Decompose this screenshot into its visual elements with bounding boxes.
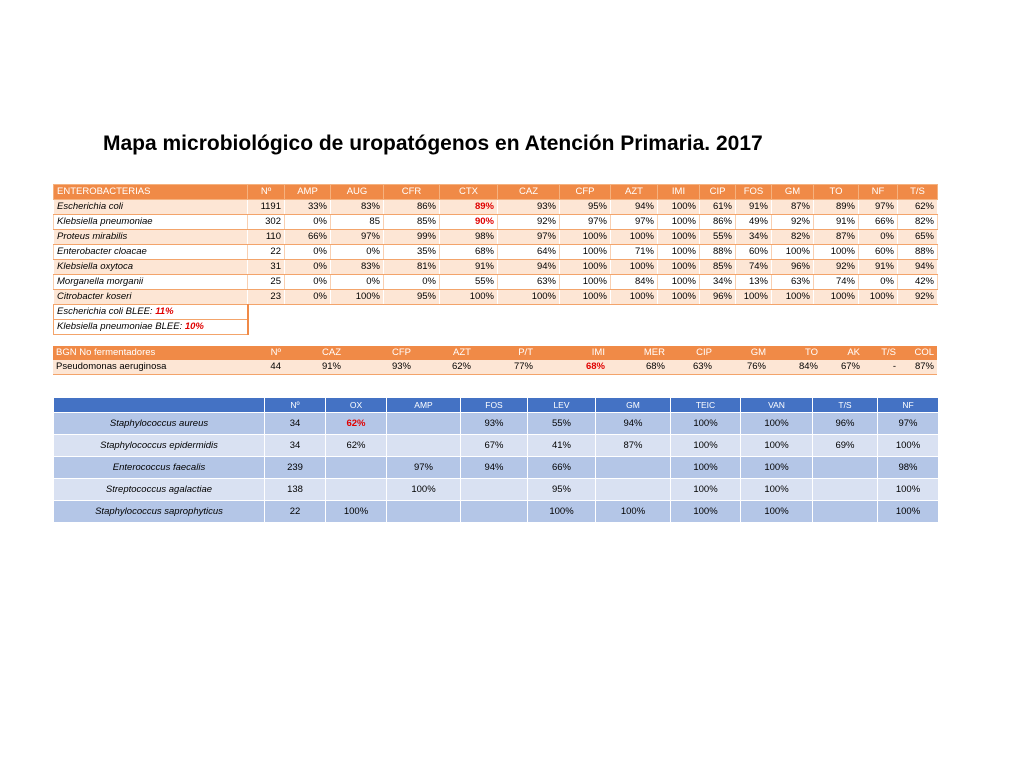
table-cell: 1191: [248, 200, 285, 215]
table-cell: 66%: [528, 457, 596, 479]
table-cell: 85%: [700, 260, 736, 275]
table-cell: 93%: [344, 360, 414, 375]
header-cell: ENTEROBACTERIAS: [54, 185, 248, 200]
table-cell: 55%: [700, 230, 736, 245]
table-cell: 0%: [331, 245, 384, 260]
table-cell: 92%: [898, 290, 938, 305]
table-cell: 0%: [331, 275, 384, 290]
table-cell: 90%: [440, 215, 498, 230]
table-cell: 93%: [461, 413, 528, 435]
table-cell: 96%: [700, 290, 736, 305]
table-cell: 97%: [878, 413, 939, 435]
table-cell: 100%: [658, 275, 700, 290]
table-cell: 100%: [772, 245, 814, 260]
header-cell: T/S: [898, 185, 938, 200]
table-cell: 22: [248, 245, 285, 260]
header-cell: Nº: [265, 398, 326, 413]
table-cell: 60%: [736, 245, 772, 260]
table-cell: 44: [247, 360, 284, 375]
table-cell: 0%: [285, 275, 331, 290]
table-cell: 74%: [736, 260, 772, 275]
table-cell: 84%: [611, 275, 658, 290]
table-cell: 100%: [671, 479, 741, 501]
organism-name: Staphylococcus aureus: [54, 413, 265, 435]
header-cell: IMI: [658, 185, 700, 200]
header-cell: LEV: [528, 398, 596, 413]
table-cell: 63%: [498, 275, 560, 290]
organism-name: Morganella morganii: [54, 275, 248, 290]
organism-name: Pseudomonas aeruginosa: [53, 360, 247, 375]
table-row: [54, 435, 939, 457]
table-cell: [387, 501, 461, 523]
header-cell: GM: [772, 185, 814, 200]
table-cell: 239: [265, 457, 326, 479]
table-cell: 34%: [736, 230, 772, 245]
header-cell: TEIC: [671, 398, 741, 413]
table-cell: 100%: [560, 275, 611, 290]
table-cell: 100%: [878, 479, 939, 501]
table-cell: 89%: [440, 200, 498, 215]
table-cell: 94%: [498, 260, 560, 275]
table-cell: 62%: [326, 435, 387, 457]
header-cell: AK: [821, 346, 863, 360]
table-cell: 110: [248, 230, 285, 245]
header-cell: T/S: [863, 346, 899, 360]
table-cell: 63%: [668, 360, 715, 375]
table-cell: 100%: [440, 290, 498, 305]
table-cell: 67%: [821, 360, 863, 375]
blee-row: [54, 320, 938, 335]
table-cell: 0%: [285, 260, 331, 275]
table-header-row: [54, 398, 939, 413]
header-cell: [54, 398, 265, 413]
table-cell: 100%: [611, 290, 658, 305]
table-cell: 100%: [671, 435, 741, 457]
table-cell: 65%: [898, 230, 938, 245]
table-cell: 92%: [814, 260, 859, 275]
table-cell: 100%: [658, 260, 700, 275]
table-cell: 82%: [898, 215, 938, 230]
table-cell: 138: [265, 479, 326, 501]
table-cell: 62%: [414, 360, 474, 375]
header-cell: MER: [608, 346, 668, 360]
table-cell: 55%: [440, 275, 498, 290]
header-cell: COL: [899, 346, 937, 360]
page-title: Mapa microbiológico de uropatógenos en Atención Primaria. 2017: [103, 132, 763, 155]
table-cell: 100%: [658, 200, 700, 215]
table-cell: 0%: [285, 215, 331, 230]
header-cell: CAZ: [498, 185, 560, 200]
blee-cell: Escherichia coli BLEE: 11%: [54, 305, 248, 320]
header-cell: P/T: [474, 346, 536, 360]
table-row: [54, 290, 938, 305]
table-cell: 92%: [772, 215, 814, 230]
table-cell: 89%: [814, 200, 859, 215]
table-cell: 23: [248, 290, 285, 305]
table-cell: 100%: [560, 260, 611, 275]
table-cell: [387, 413, 461, 435]
table-cell: 76%: [715, 360, 769, 375]
header-cell: AMP: [387, 398, 461, 413]
table-cell: 100%: [560, 230, 611, 245]
header-cell: GM: [715, 346, 769, 360]
table-cell: 63%: [772, 275, 814, 290]
header-cell: AUG: [331, 185, 384, 200]
table-row: [53, 360, 937, 375]
table-cell: 100%: [736, 290, 772, 305]
table-cell: 93%: [498, 200, 560, 215]
header-cell: CIP: [668, 346, 715, 360]
table-cell: 87%: [772, 200, 814, 215]
header-cell: TO: [814, 185, 859, 200]
header-cell: Nº: [248, 185, 285, 200]
table-cell: 82%: [772, 230, 814, 245]
table-row: [54, 501, 939, 523]
table-cell: 100%: [331, 290, 384, 305]
table-cell: 91%: [859, 260, 898, 275]
table-cell: 98%: [440, 230, 498, 245]
header-cell: AMP: [285, 185, 331, 200]
table-cell: 91%: [736, 200, 772, 215]
organism-name: Klebsiella pneumoniae: [54, 215, 248, 230]
table-cell: 61%: [700, 200, 736, 215]
table-cell: 100%: [772, 290, 814, 305]
table-cell: 0%: [384, 275, 440, 290]
table-cell: 100%: [560, 245, 611, 260]
table-cell: 68%: [440, 245, 498, 260]
table-row: [54, 245, 938, 260]
table-cell: 88%: [898, 245, 938, 260]
table-cell: 100%: [741, 413, 813, 435]
table-cell: 100%: [560, 290, 611, 305]
table-cell: 100%: [741, 479, 813, 501]
table-cell: 96%: [772, 260, 814, 275]
organism-name: Staphylococcus saprophyticus: [54, 501, 265, 523]
table-cell: 22: [265, 501, 326, 523]
organism-name: Enterococcus faecalis: [54, 457, 265, 479]
table-cell: 0%: [859, 275, 898, 290]
header-cell: CIP: [700, 185, 736, 200]
table-cell: 69%: [813, 435, 878, 457]
header-cell: AZT: [611, 185, 658, 200]
table-cell: 84%: [769, 360, 821, 375]
table-row: [54, 457, 939, 479]
table-cell: 100%: [611, 230, 658, 245]
table-row: [54, 200, 938, 215]
table-header-row: [54, 185, 938, 200]
table-cell: 49%: [736, 215, 772, 230]
nonfermenters-table: [53, 346, 937, 375]
table-cell: 92%: [498, 215, 560, 230]
header-cell: BGN No fermentadores: [53, 346, 247, 360]
table-cell: 0%: [285, 290, 331, 305]
table-cell: [813, 479, 878, 501]
table-cell: 98%: [878, 457, 939, 479]
table-cell: 100%: [741, 435, 813, 457]
table-cell: 81%: [384, 260, 440, 275]
table-cell: 97%: [560, 215, 611, 230]
table-cell: 100%: [658, 245, 700, 260]
table-cell: 100%: [671, 413, 741, 435]
table-cell: [326, 479, 387, 501]
header-cell: GM: [596, 398, 671, 413]
table-cell: 94%: [596, 413, 671, 435]
table-cell: 100%: [611, 260, 658, 275]
table-cell: 64%: [498, 245, 560, 260]
table-cell: 0%: [859, 230, 898, 245]
table-cell: 100%: [671, 501, 741, 523]
table-cell: 99%: [384, 230, 440, 245]
table-cell: 86%: [700, 215, 736, 230]
header-cell: CFP: [560, 185, 611, 200]
blee-cell: Klebsiella pneumoniae BLEE: 10%: [54, 320, 248, 335]
table-cell: 100%: [878, 435, 939, 457]
header-cell: NF: [859, 185, 898, 200]
table-cell: 25: [248, 275, 285, 290]
table-row: [54, 275, 938, 290]
organism-name: Escherichia coli: [54, 200, 248, 215]
table-cell: 60%: [859, 245, 898, 260]
organism-name: Citrobacter koseri: [54, 290, 248, 305]
table-cell: 83%: [331, 260, 384, 275]
table-cell: 91%: [284, 360, 344, 375]
table-cell: 91%: [440, 260, 498, 275]
table-cell: 97%: [387, 457, 461, 479]
table-cell: 100%: [741, 457, 813, 479]
table-cell: 100%: [814, 290, 859, 305]
table-cell: 66%: [285, 230, 331, 245]
blee-value: 10%: [184, 321, 204, 332]
header-cell: CFR: [384, 185, 440, 200]
header-cell: TO: [769, 346, 821, 360]
table-cell: 86%: [384, 200, 440, 215]
table-cell: 0%: [285, 245, 331, 260]
header-cell: CTX: [440, 185, 498, 200]
table-cell: 95%: [528, 479, 596, 501]
table-cell: [461, 479, 528, 501]
organism-name: Streptococcus agalactiae: [54, 479, 265, 501]
table-row: [54, 230, 938, 245]
table-cell: 41%: [528, 435, 596, 457]
table-cell: 100%: [814, 245, 859, 260]
organism-name: Klebsiella oxytoca: [54, 260, 248, 275]
table-cell: 94%: [461, 457, 528, 479]
table-cell: 94%: [611, 200, 658, 215]
table-cell: 85%: [384, 215, 440, 230]
table-cell: 97%: [498, 230, 560, 245]
table-cell: 66%: [859, 215, 898, 230]
header-cell: AZT: [414, 346, 474, 360]
table-cell: [387, 435, 461, 457]
table-cell: 67%: [461, 435, 528, 457]
table-cell: 100%: [658, 215, 700, 230]
table-cell: 87%: [814, 230, 859, 245]
table-cell: 94%: [898, 260, 938, 275]
table-cell: 91%: [814, 215, 859, 230]
header-cell: OX: [326, 398, 387, 413]
table-cell: 100%: [528, 501, 596, 523]
table-cell: 34: [265, 435, 326, 457]
table-cell: 97%: [859, 200, 898, 215]
table-cell: 100%: [596, 501, 671, 523]
table-cell: 34: [265, 413, 326, 435]
table-cell: 62%: [898, 200, 938, 215]
table-cell: 100%: [658, 290, 700, 305]
blee-row: [54, 305, 938, 320]
header-cell: CAZ: [284, 346, 344, 360]
table-cell: [813, 457, 878, 479]
table-cell: [326, 457, 387, 479]
table-cell: 100%: [741, 501, 813, 523]
table-cell: 96%: [813, 413, 878, 435]
table-row: [54, 215, 938, 230]
table-cell: 68%: [536, 360, 608, 375]
table-cell: 97%: [611, 215, 658, 230]
table-cell: 87%: [899, 360, 937, 375]
table-cell: 34%: [700, 275, 736, 290]
table-cell: 62%: [326, 413, 387, 435]
table-cell: 95%: [384, 290, 440, 305]
table-row: [54, 479, 939, 501]
table-cell: [596, 479, 671, 501]
table-cell: 88%: [700, 245, 736, 260]
gram-positive-table: [53, 397, 939, 523]
table-cell: 83%: [331, 200, 384, 215]
table-cell: 77%: [474, 360, 536, 375]
table-cell: 31: [248, 260, 285, 275]
table-cell: 100%: [387, 479, 461, 501]
table-cell: -: [863, 360, 899, 375]
table-row: [54, 260, 938, 275]
table-cell: 33%: [285, 200, 331, 215]
header-cell: IMI: [536, 346, 608, 360]
header-cell: FOS: [736, 185, 772, 200]
table-cell: [461, 501, 528, 523]
table-cell: 100%: [878, 501, 939, 523]
table-cell: 100%: [658, 230, 700, 245]
table-cell: 97%: [331, 230, 384, 245]
table-cell: 100%: [671, 457, 741, 479]
header-cell: NF: [878, 398, 939, 413]
table-cell: [813, 501, 878, 523]
header-cell: T/S: [813, 398, 878, 413]
table-cell: 71%: [611, 245, 658, 260]
header-cell: VAN: [741, 398, 813, 413]
table-row: [54, 413, 939, 435]
table-cell: 85: [331, 215, 384, 230]
organism-name: Staphylococcus epidermidis: [54, 435, 265, 457]
table-cell: 13%: [736, 275, 772, 290]
blee-value: 11%: [155, 306, 174, 317]
table-cell: 42%: [898, 275, 938, 290]
table-cell: 100%: [498, 290, 560, 305]
table-cell: 87%: [596, 435, 671, 457]
table-cell: 100%: [326, 501, 387, 523]
table-cell: 55%: [528, 413, 596, 435]
enterobacteria-table: [53, 184, 938, 335]
table-cell: [596, 457, 671, 479]
header-cell: Nº: [247, 346, 284, 360]
header-cell: CFP: [344, 346, 414, 360]
table-cell: 302: [248, 215, 285, 230]
table-cell: 100%: [859, 290, 898, 305]
table-cell: 95%: [560, 200, 611, 215]
table-cell: 35%: [384, 245, 440, 260]
organism-name: Enterobacter cloacae: [54, 245, 248, 260]
table-cell: 74%: [814, 275, 859, 290]
table-cell: 68%: [608, 360, 668, 375]
header-cell: FOS: [461, 398, 528, 413]
organism-name: Proteus mirabilis: [54, 230, 248, 245]
table-header-row: [53, 346, 937, 360]
